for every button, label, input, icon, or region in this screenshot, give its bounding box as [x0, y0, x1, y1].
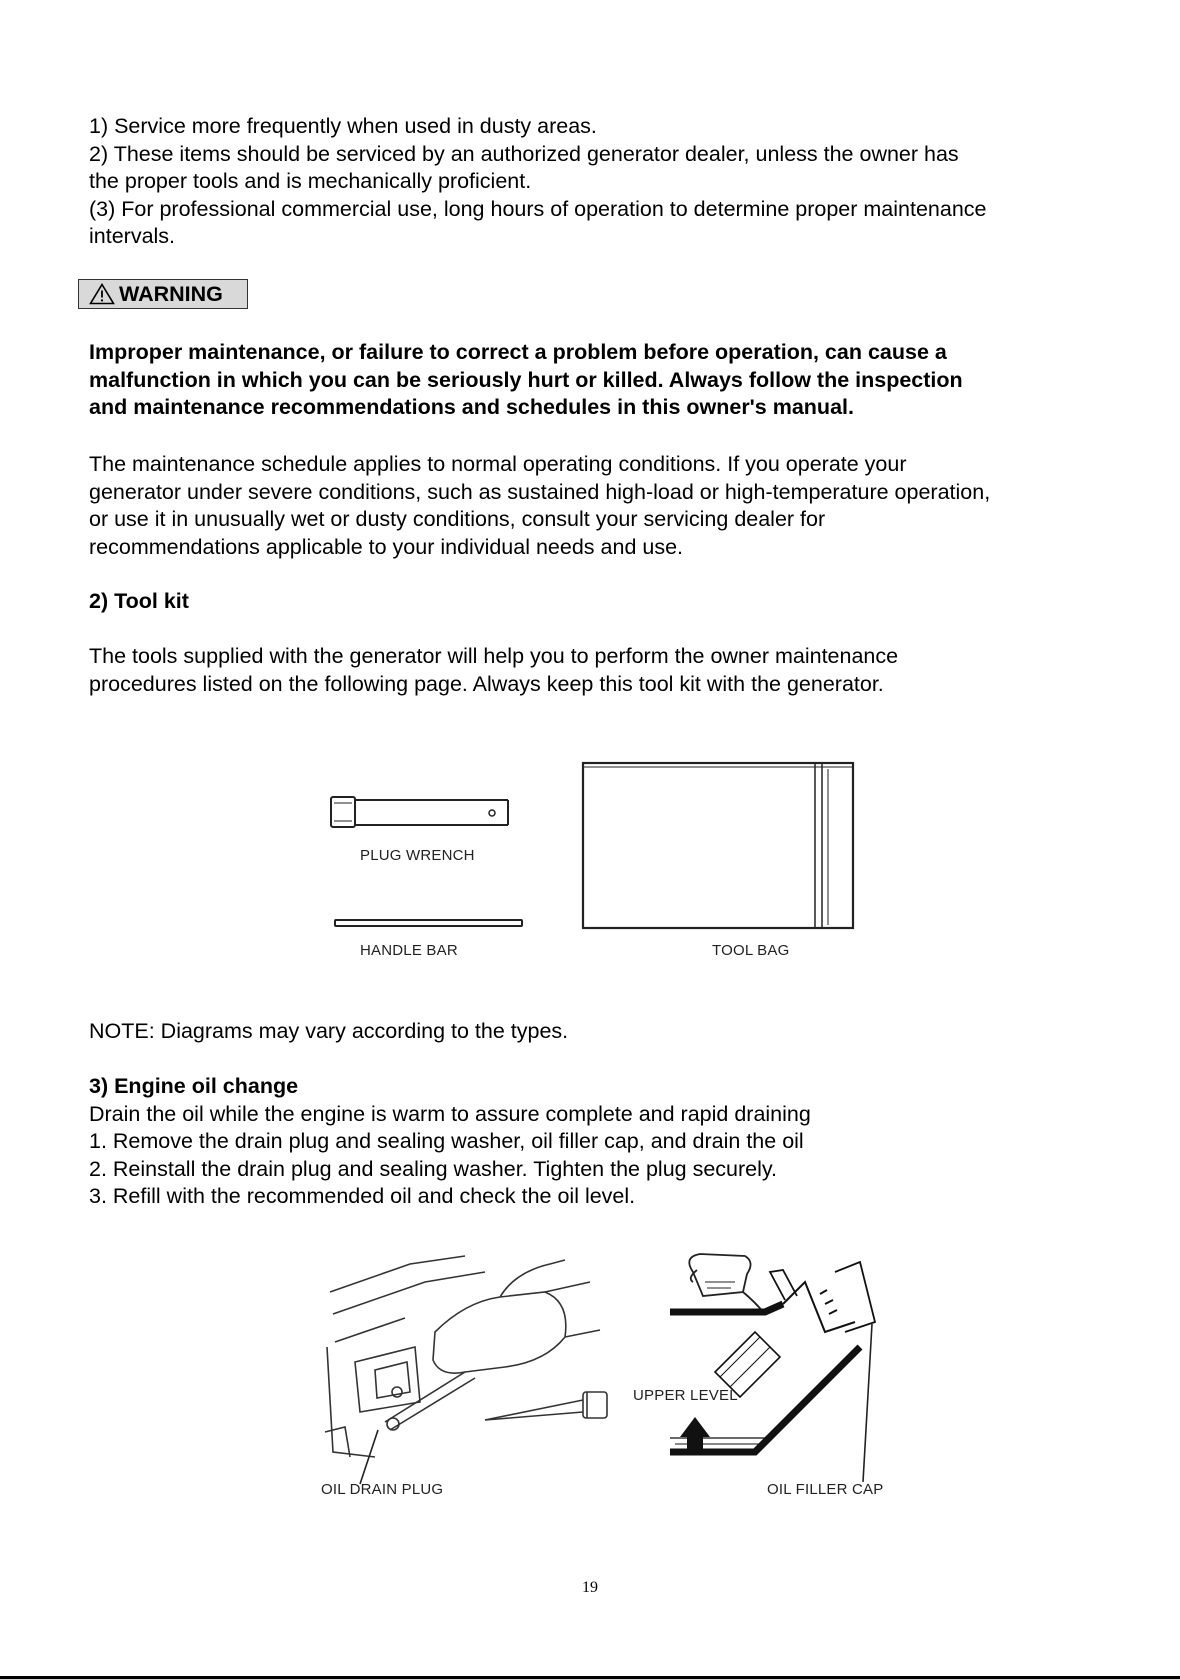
- warning-triangle-icon: [89, 283, 115, 305]
- tool-kit-text: [89, 643, 1099, 698]
- page-number: 19: [582, 1579, 598, 1596]
- oil-drain-drawing: [325, 1256, 607, 1457]
- warning-line: Improper maintenance, or failure to correct a problem before operation, can cause a: [89, 340, 947, 364]
- oil-drain-plug-label: OIL DRAIN PLUG: [321, 1481, 444, 1498]
- oil-change-section: [89, 1073, 1099, 1211]
- diagram-note: NOTE: Diagrams may vary according to the types.: [89, 1019, 569, 1043]
- oil-change-step: 3. Refill with the recommended oil and check the oil level.: [89, 1184, 636, 1208]
- tool-kit-figure: [320, 755, 860, 965]
- tool-bag-label: TOOL BAG: [712, 942, 790, 959]
- upper-level-arrow-icon: [680, 1417, 710, 1452]
- plug-wrench-drawing: [331, 797, 508, 827]
- schedule-paragraph: [89, 451, 1099, 561]
- oil-change-step: 1. Remove the drain plug and sealing washer, oil filler cap, and drain the oil: [89, 1129, 804, 1153]
- oil-filler-pointer: [863, 1324, 872, 1482]
- service-note-3: (3) For professional commercial use, long hours of operation to determine proper maintenance: [89, 196, 987, 221]
- tool-kit-heading: 2) Tool kit: [89, 589, 189, 613]
- paragraph-line: generator under severe conditions, such as sustained high-load or high-temperature operation,: [89, 479, 991, 504]
- paragraph-line: The maintenance schedule applies to normal operating conditions. If you operate your: [89, 452, 907, 476]
- warning-line: and maintenance recommendations and schedules in this owner's manual.: [89, 395, 854, 419]
- oil-change-figure: [315, 1252, 905, 1507]
- service-note-1: 1) Service more frequently when used in dusty areas.: [89, 114, 597, 138]
- handle-bar-drawing: [335, 920, 522, 926]
- warning-label: [78, 279, 248, 309]
- paragraph-line: procedures listed on the following page. Always keep this tool kit with the generator.: [89, 671, 884, 696]
- warning-label-text: WARNING: [119, 281, 223, 306]
- oil-drain-pointer: [360, 1430, 378, 1484]
- service-notes: [89, 113, 1099, 251]
- service-note-3-continued: intervals.: [89, 224, 176, 248]
- oil-fill-drawing: [689, 1254, 765, 1314]
- upper-level-label: UPPER LEVEL: [633, 1387, 738, 1404]
- paragraph-line: recommendations applicable to your individual needs and use.: [89, 534, 684, 559]
- service-note-2: 2) These items should be serviced by an authorized generator dealer, unless the owner has: [89, 141, 959, 166]
- paragraph-line: or use it in unusually wet or dusty conditions, consult your servicing dealer for: [89, 507, 826, 531]
- handle-bar-label: HANDLE BAR: [360, 942, 458, 959]
- plug-wrench-label: PLUG WRENCH: [360, 847, 475, 864]
- tool-bag-drawing: [583, 763, 853, 928]
- paragraph-line: The tools supplied with the generator will help you to perform the owner maintenance: [89, 644, 899, 668]
- oil-change-step: 2. Reinstall the drain plug and sealing washer. Tighten the plug securely.: [89, 1156, 778, 1181]
- oil-filler-cap-label: OIL FILLER CAP: [767, 1481, 884, 1498]
- service-note-2-continued: the proper tools and is mechanically proficient.: [89, 169, 532, 193]
- oil-change-intro: Drain the oil while the engine is warm to assure complete and rapid draining: [89, 1101, 811, 1126]
- warning-line: malfunction in which you can be seriously hurt or killed. Always follow the inspection: [89, 367, 963, 392]
- warning-text: [89, 339, 1099, 422]
- oil-change-heading: 3) Engine oil change: [89, 1074, 299, 1098]
